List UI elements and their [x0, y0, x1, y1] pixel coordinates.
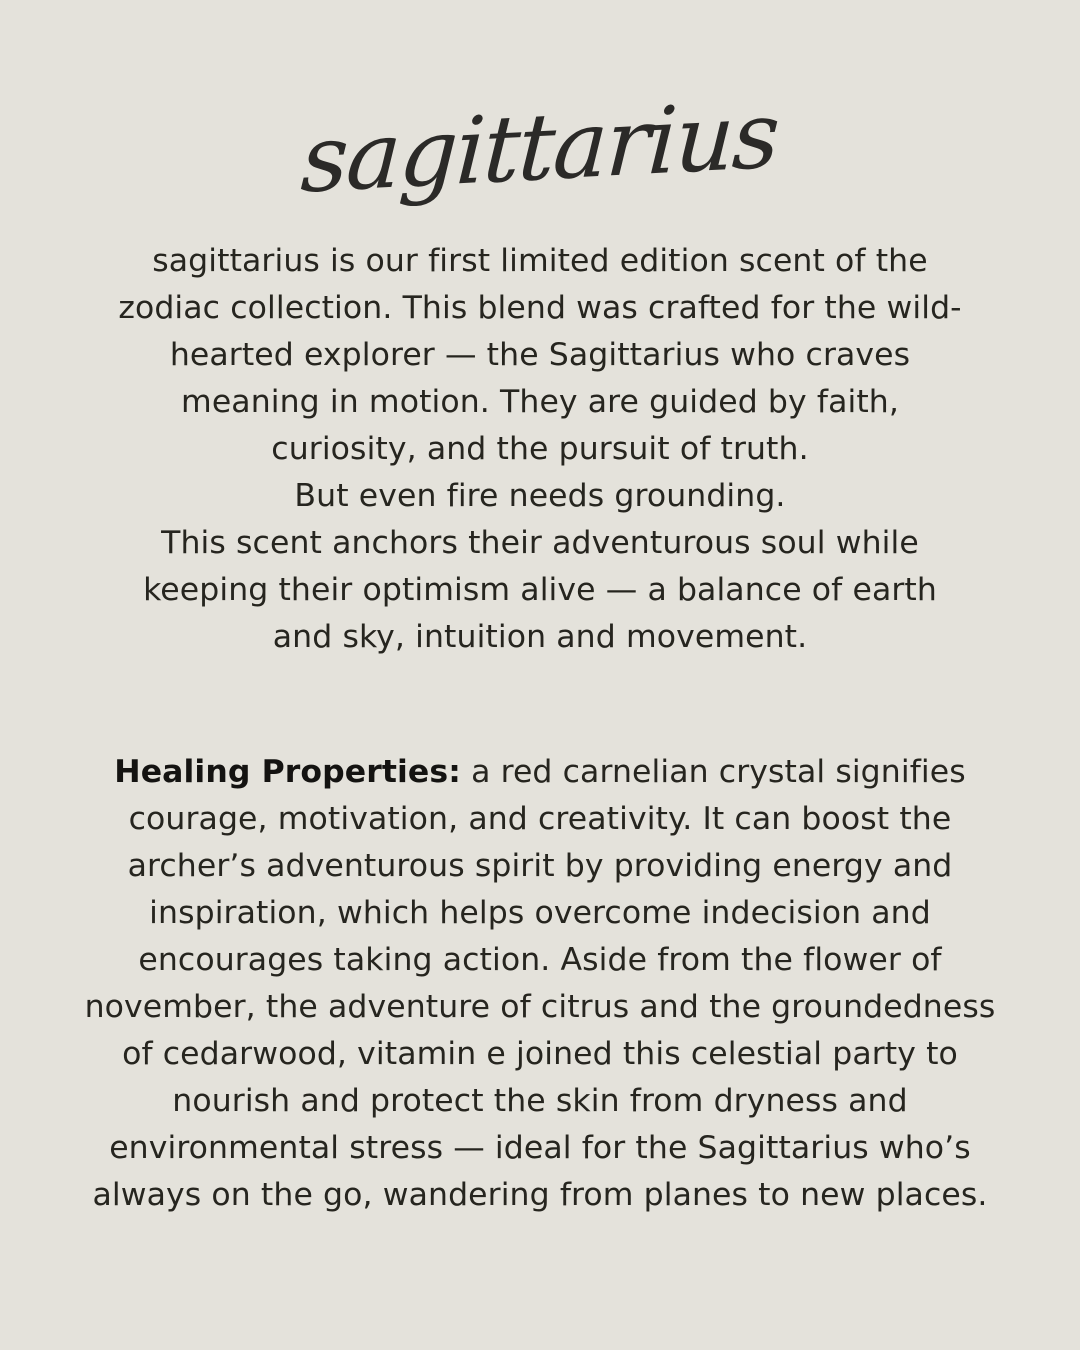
intro-line: zodiac collection. This blend was crafted for the wild-	[118, 290, 962, 326]
intro-line: hearted explorer — the Sagittarius who craves	[169, 337, 911, 373]
intro-line: curiosity, and the pursuit of truth.	[271, 431, 809, 467]
intro-line: sagittarius is our first limited edition scent of the	[152, 243, 928, 279]
intro-line: and sky, intuition and movement.	[272, 619, 808, 655]
intro-paragraph	[90, 238, 990, 661]
heading-container	[0, 58, 1080, 238]
healing-properties-label: Healing Properties:	[114, 754, 461, 790]
intro-line: But even fire needs grounding.	[294, 478, 786, 514]
intro-line: meaning in motion. They are guided by faith,	[181, 384, 899, 420]
intro-line: This scent anchors their adventurous soul while	[161, 525, 919, 561]
page-title: sagittarius	[299, 81, 782, 214]
healing-properties-text: a red carnelian crystal signifies courage, motivation, and creativity. It can boost the archer’s adventurous spirit by providing energy and inspiration, which helps overcome indecision and encourages taking action. Aside from the flower of november, the adventure of citrus and the groundedness of cedarwood, vitamin e joined this celestial party to nourish and protect the skin from dryness and environmental stress — ideal for the Sagittarius who’s always on the go, wandering from planes to new places.	[84, 754, 996, 1213]
intro-line: keeping their optimism alive — a balance of earth	[143, 572, 937, 608]
intro-paragraph-block	[90, 238, 990, 661]
healing-properties-paragraph	[80, 749, 1000, 1219]
